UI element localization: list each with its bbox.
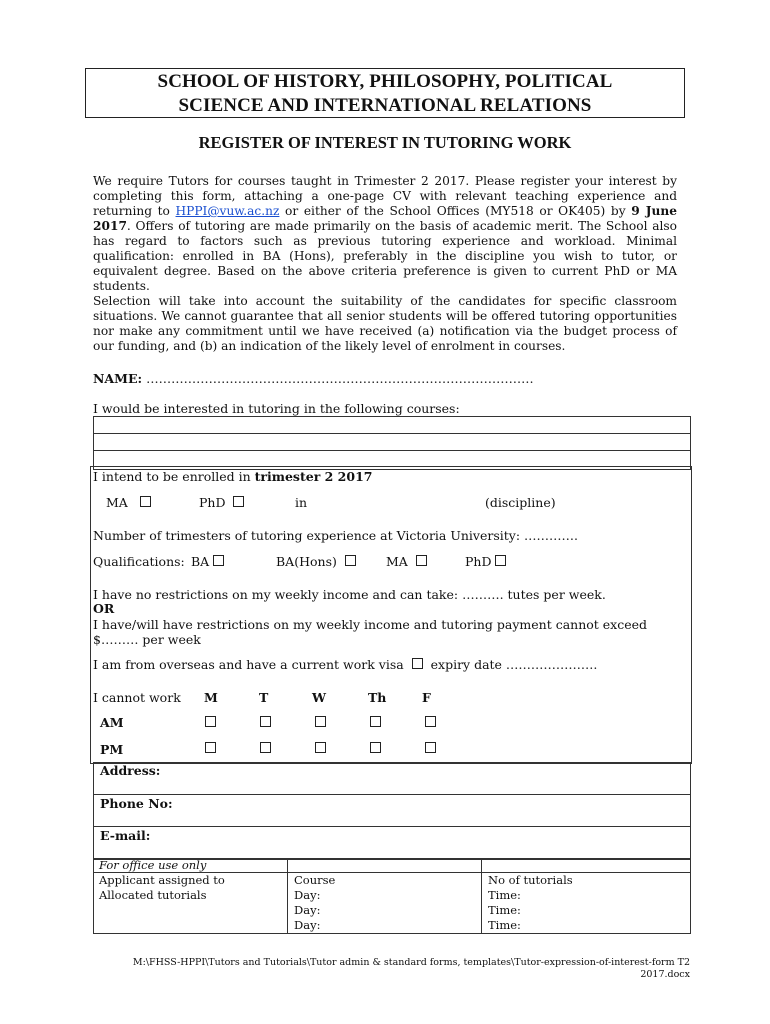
- am-tuesday-checkbox[interactable]: [260, 716, 271, 727]
- cannot-work-label: I cannot work: [93, 690, 181, 705]
- am-label: AM: [100, 715, 124, 730]
- visa-text: I am from overseas and have a current work visa: [93, 657, 404, 672]
- am-thursday-checkbox[interactable]: [370, 716, 381, 727]
- day-cell: Day:: [294, 903, 321, 917]
- course-cell: Course: [294, 873, 336, 887]
- enrolment-trimester: trimester 2 2017: [254, 469, 373, 484]
- courses-row-divider: [93, 450, 690, 451]
- ma-label: MA: [106, 495, 128, 510]
- phone-field[interactable]: Phone No:: [100, 796, 173, 811]
- qual-ma-label: MA: [386, 554, 408, 569]
- day-cell: Day:: [294, 918, 321, 932]
- office-col-divider: [481, 858, 482, 933]
- email-field[interactable]: E-mail:: [100, 828, 151, 843]
- restrictions-text: I have/will have restrictions on my weekly income and tutoring payment cannot exceed: [93, 617, 648, 632]
- applicant-assigned: Applicant assigned to: [99, 873, 225, 887]
- email-link[interactable]: HPPI@vuw.ac.nz: [175, 204, 280, 218]
- qual-phd-checkbox[interactable]: [495, 555, 506, 566]
- day-tuesday: T: [259, 690, 269, 705]
- pm-friday-checkbox[interactable]: [425, 742, 436, 753]
- day-thursday: Th: [368, 690, 387, 705]
- office-use-heading: For office use only: [99, 858, 207, 872]
- no-tutorials-cell: No of tutorials: [488, 873, 573, 887]
- restrictions-amount[interactable]: $……… per week: [93, 632, 201, 647]
- ba-option[interactable]: [191, 554, 224, 569]
- contact-divider: [93, 794, 690, 795]
- or-label: OR: [93, 601, 115, 616]
- qualifications-label: Qualifications:: [93, 554, 185, 569]
- file-path-footer: [100, 957, 690, 981]
- pm-wednesday-checkbox[interactable]: [315, 742, 326, 753]
- time-cell: Time:: [488, 918, 521, 932]
- address-field[interactable]: Address:: [100, 763, 161, 778]
- ba-label: BA: [191, 554, 210, 569]
- phd-option[interactable]: [199, 495, 244, 510]
- bahons-checkbox[interactable]: [345, 555, 356, 566]
- day-monday: M: [204, 690, 218, 705]
- am-friday-checkbox[interactable]: [425, 716, 436, 727]
- experience-question[interactable]: Number of trimesters of tutoring experience at Victoria University: ………….: [93, 528, 579, 543]
- footer-line1: M:\FHSS-HPPI\Tutors and Tutorials\Tutor admin & standard forms, templates\Tutor-expression-of-interest-form T2: [132, 957, 690, 968]
- contact-divider: [93, 826, 690, 827]
- day-friday: F: [422, 690, 431, 705]
- time-cell: Time:: [488, 888, 521, 902]
- day-wednesday: W: [312, 690, 327, 705]
- visa-checkbox[interactable]: [412, 658, 423, 669]
- enrolment-box: [90, 466, 692, 764]
- courses-row-divider: [93, 433, 690, 434]
- qual-ma-checkbox[interactable]: [416, 555, 427, 566]
- school-title-line2: SCIENCE AND INTERNATIONAL RELATIONS: [178, 95, 592, 116]
- in-label: in: [295, 495, 308, 510]
- qual-ma-option[interactable]: [386, 554, 427, 569]
- am-wednesday-checkbox[interactable]: [315, 716, 326, 727]
- intro-paragraph: [93, 174, 677, 354]
- visa-expiry[interactable]: expiry date ………………….: [430, 657, 598, 672]
- time-cell: Time:: [488, 903, 521, 917]
- contact-table: [93, 762, 691, 860]
- bahons-label: BA(Hons): [276, 554, 337, 569]
- intro-text-3: . Offers of tutoring are made primarily on the basis of academic merit. The School also has regard to factors such as previous tutoring experience and workload. Minimal qualification: enrolled in BA (Hons), preferably in the discipline you wish to tutor, or equivalent degree. Based on the above criteria preference is given to current PhD or MA students.: [93, 219, 677, 293]
- courses-label: I would be interested in tutoring in the following courses:: [93, 401, 460, 416]
- bahons-option[interactable]: [276, 554, 356, 569]
- pm-tuesday-checkbox[interactable]: [260, 742, 271, 753]
- selection-paragraph: Selection will take into account the suitability of the candidates for specific classroom situations. We cannot guarantee that all senior students will be offered tutoring opportunities nor make any commitment until we have received (a) notification via the budget process of our funding, and (b) an indication of the likely level of enrolment in courses.: [93, 294, 677, 353]
- phd-label: PhD: [199, 495, 226, 510]
- visa-row: [93, 657, 597, 672]
- intro-text-2: or either of the School Offices (MY518 or OK405) by: [279, 204, 632, 218]
- ma-checkbox[interactable]: [140, 496, 151, 507]
- no-restrictions-text[interactable]: I have no restrictions on my weekly income and can take: ………. tutes per week.: [93, 587, 606, 602]
- title-box: [85, 68, 685, 118]
- school-title-line1: SCHOOL OF HISTORY, PHILOSOPHY, POLITICAL: [157, 71, 613, 92]
- pm-label: PM: [100, 742, 124, 757]
- name-label: NAME:: [93, 371, 143, 386]
- am-monday-checkbox[interactable]: [205, 716, 216, 727]
- deadline: 9 June 2017: [93, 204, 677, 233]
- intro-text: We require Tutors for courses taught in Trimester 2 2017. Please register your interest by completing this form, attaching a one-page CV with relevant teaching experience and returning to: [93, 174, 677, 218]
- qual-phd-option[interactable]: [465, 554, 506, 569]
- ma-option[interactable]: [106, 495, 151, 510]
- pm-monday-checkbox[interactable]: [205, 742, 216, 753]
- enrolment-text: I intend to be enrolled in: [93, 469, 255, 484]
- courses-table[interactable]: [93, 416, 691, 470]
- pm-thursday-checkbox[interactable]: [370, 742, 381, 753]
- allocated-tutorials: Allocated tutorials: [99, 888, 207, 902]
- page-title: REGISTER OF INTEREST IN TUTORING WORK: [198, 133, 572, 152]
- phd-checkbox[interactable]: [233, 496, 244, 507]
- name-dots: …………………………………………………………………………………: [146, 371, 534, 386]
- enrolment-intent: [93, 469, 372, 484]
- ba-checkbox[interactable]: [213, 555, 224, 566]
- footer-line2: 2017.docx: [640, 969, 690, 980]
- day-cell: Day:: [294, 888, 321, 902]
- qual-phd-label: PhD: [465, 554, 492, 569]
- office-col-divider: [287, 858, 288, 933]
- name-field[interactable]: [93, 371, 534, 386]
- discipline-label: (discipline): [485, 495, 556, 510]
